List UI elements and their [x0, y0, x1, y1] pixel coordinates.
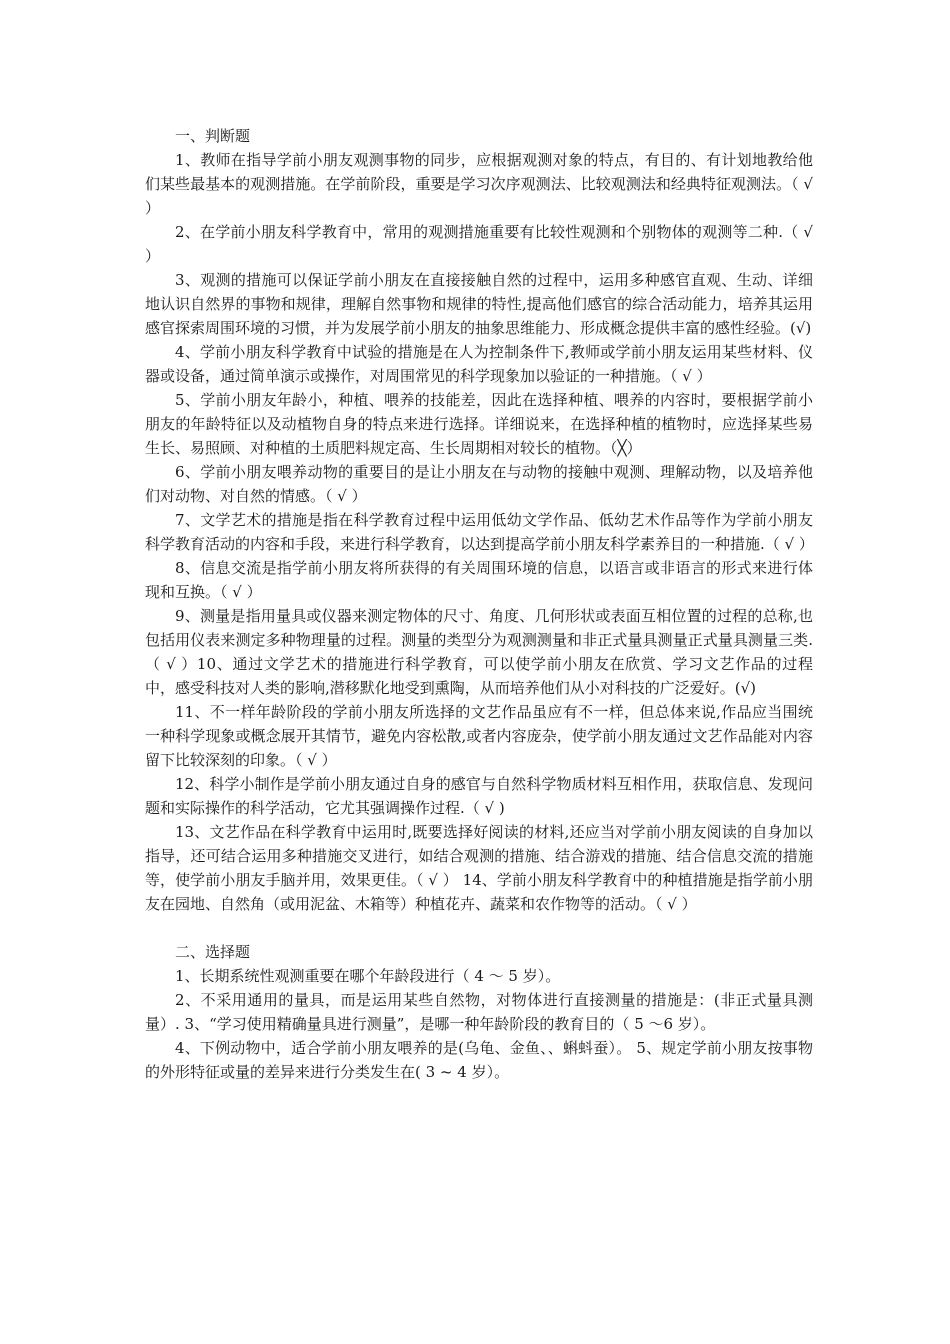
judgment-item-5: 5、学前小朋友年龄小，种植、喂养的技能差，因此在选择种植、喂养的内容时，要根据学前小朋友的年龄特征以及动植物自身的特点来进行选择。详细说来，在选择种植的植物时，应选择某些易生长、易照顾、对种植的土质肥料规定高、生长周期相对较长的植物。（╳） [145, 391, 813, 457]
section-title-choice: 二、选择题 [175, 943, 251, 961]
section-title-judgment: 一、判断题 [175, 127, 251, 145]
choice-item-4: 4、下例动物中，适合学前小朋友喂养的是(乌龟、金鱼、、蝌蚪蚕）。 5、规定学前小朋友按事物的外形特征或量的差异来进行分类发生在( 3 ~ 4 岁）。 [145, 1039, 813, 1081]
judgment-item-6: 6、学前小朋友喂养动物的重要目的是让小朋友在与动物的接触中观测、理解动物，以及培养他们对动物、对自然的情感。（ √ ） [145, 463, 813, 505]
judgment-item-11: 11、不一样年龄阶段的学前小朋友所选择的文艺作品虽应有不一样，但总体来说,作品应当围统一种科学现象或概念展开其情节，避免内容松散,或者内容庞杂，使学前小朋友通过文艺作品能对内容留下比较深刻的印象。（ √ ） [145, 703, 813, 769]
judgment-item-8: 8、信息交流是指学前小朋友将所获得的有关周围环境的信息，以语言或非语言的形式来进行体现和互换。（ √ ） [145, 559, 813, 601]
judgment-item-9: 9、测量是指用量具或仪器来测定物体的尺寸、角度、几何形状或表面互相位置的过程的总称,也包括用仪表来测定多种物理量的过程。测量的类型分为观测测量和非正式量具测量正式量具测量三类.（ √ ）10、通过文学艺术的措施进行科学教育，可以使学前小朋友在欣赏、学习文艺作品的过程中，感受科技对人类的影响,潜移默化地受到熏陶，从而培养他们从小对科技的广泛爱好。(√) [145, 607, 813, 697]
judgment-item-4: 4、学前小朋友科学教育中试验的措施是在人为控制条件下,教师或学前小朋友运用某些材料、仪器或设备，通过简单演示或操作，对周围常见的科学现象加以验证的一种措施。（ √ ） [145, 343, 813, 385]
section-spacer [145, 916, 813, 940]
section-judgment [145, 124, 813, 916]
document-page [145, 124, 813, 1084]
judgment-item-3: 3、观测的措施可以保证学前小朋友在直接接触自然的过程中，运用多种感官直观、生动、详细地认识自然界的事物和规律，理解自然事物和规律的特性,提高他们感官的综合活动能力，培养其运用感官探索周围环境的习惯，并为发展学前小朋友的抽象思维能力、形成概念提供丰富的感性经验。(√) [145, 271, 813, 337]
section-choice [145, 940, 813, 1084]
judgment-item-12: 12、科学小制作是学前小朋友通过自身的感官与自然科学物质材料互相作用，获取信息、发现问题和实际操作的科学活动，它尤其强调操作过程.（ √ ) [145, 775, 813, 817]
judgment-item-13: 13、文艺作品在科学教育中运用时,既要选择好阅读的材料,还应当对学前小朋友阅读的自身加以指导，还可结合运用多种措施交叉进行，如结合观测的措施、结合游戏的措施、结合信息交流的措施等，使学前小朋友手脑并用，效果更佳。（ √ ） 14、学前小朋友科学教育中的种植措施是指学前小朋友在园地、自然角（或用泥盆、木箱等）种植花卉、蔬菜和农作物等的活动。（ √ ） [145, 823, 813, 913]
judgment-item-2: 2、在学前小朋友科学教育中，常用的观测措施重要有比较性观测和个别物体的观测等二种.（ √ ） [145, 223, 813, 265]
judgment-item-7: 7、文学艺术的措施是指在科学教育过程中运用低幼文学作品、低幼艺术作品等作为学前小朋友科学教育活动的内容和手段，来进行科学教育，以达到提高学前小朋友科学素养目的一种措施.（ √ ） [145, 511, 814, 553]
judgment-item-1: 1、教师在指导学前小朋友观测事物的同步，应根据观测对象的特点，有目的、有计划地教给他们某些最基本的观测措施。在学前阶段，重要是学习次序观测法、比较观测法和经典特征观测法。（ √ ） [145, 151, 813, 217]
choice-item-2: 2、不采用通用的量具，而是运用某些自然物，对物体进行直接测量的措施是：(非正式量具测量）. 3、“学习使用精确量具进行测量”，是哪一种年龄阶段的教育目的（ 5 ～6 岁）。 [145, 991, 813, 1033]
choice-item-1: 1、长期系统性观测重要在哪个年龄段进行（ 4 ～ 5 岁）。 [175, 967, 561, 985]
